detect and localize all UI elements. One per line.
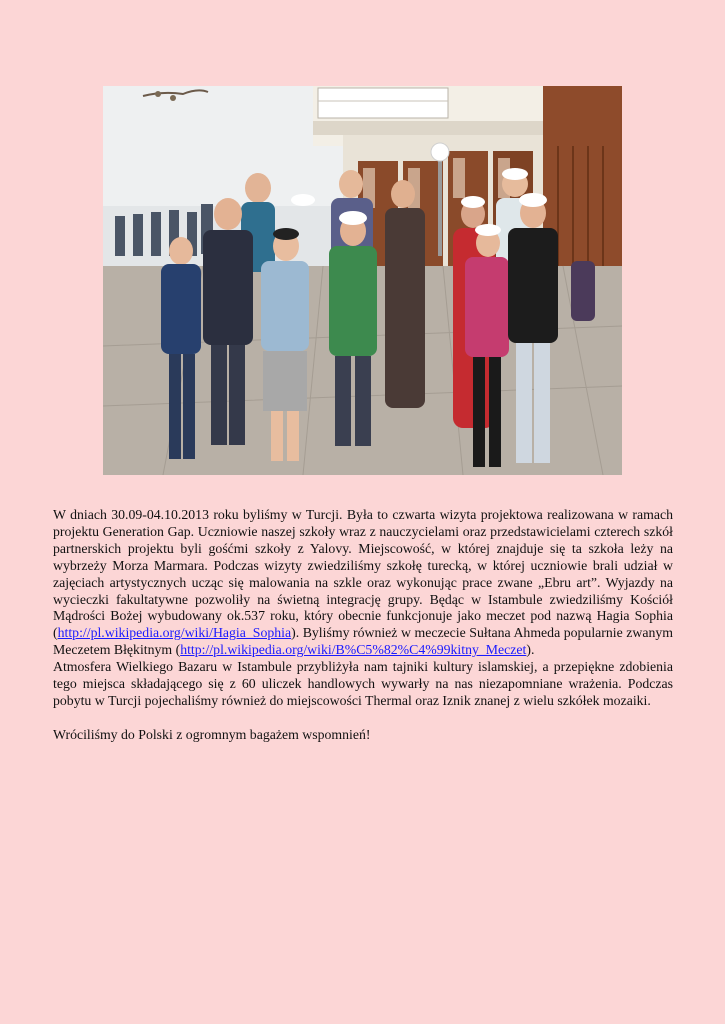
group-photo (103, 86, 622, 475)
paragraph-1-text-a: W dniach 30.09-04.10.2013 roku byliśmy w Turcji. Była to czwarta wizyta projektowa realizowana w ramach projektu Generation Gap. Uczniowie naszej szkoły wraz z nauczycielami oraz przedstawicielami czterech szkół partnerskich projektu byli gośćmi szkoły z Yalovy. Miejscowość, w której znajduje się ta szkoła leży na wybrzeży Morza Marmara. Podczas wizyty zwiedziliśmy szkołę turecką, w której uczniowie brali udział w zajęciach artystycznych ucząc się malowania na szkle oraz wykonując prace zwane „Ebru art”. Wyjazdy na wycieczki fakultatywne pozwoliły na świetną integrację grupy. Będąc w Istambule zwiedziliśmy Kościół Mądrości Bożej wybudowany ok.537 roku, który obecnie funkcjonuje jako meczet pod nazwą Hagia Sophia ( (53, 507, 673, 641)
paragraph-gap (53, 710, 673, 727)
article-text (53, 507, 673, 744)
group-photo-image (103, 86, 622, 475)
blue-mosque-link[interactable]: http://pl.wikipedia.org/wiki/B%C5%82%C4%99kitny_Meczet (180, 642, 527, 658)
hagia-sophia-link[interactable]: http://pl.wikipedia.org/wiki/Hagia_Sophia (57, 625, 292, 641)
paragraph-3: Wróciliśmy do Polski z ogromnym bagażem wspomnień! (53, 726, 371, 742)
paragraph-1 (53, 507, 673, 659)
paragraph-2: Atmosfera Wielkiego Bazaru w Istambule przybliżyła nam tajniki kultury islamskiej, a przepiękne zdobienia tego miejsca składającego się z 60 uliczek handlowych wywarły na nas niezapomniane wrażenia. Podczas pobytu w Turcji pojechaliśmy również do miejscowości Thermal oraz Iznik znanej z wielu szkółek mozaiki. (53, 659, 673, 708)
paragraph-1-text-b: ). Byliśmy również w meczecie Sułtana Ahmeda popularnie zwanym Meczetem Błękitnym ( (53, 625, 673, 658)
paragraph-1-text-c: ). (526, 642, 535, 658)
